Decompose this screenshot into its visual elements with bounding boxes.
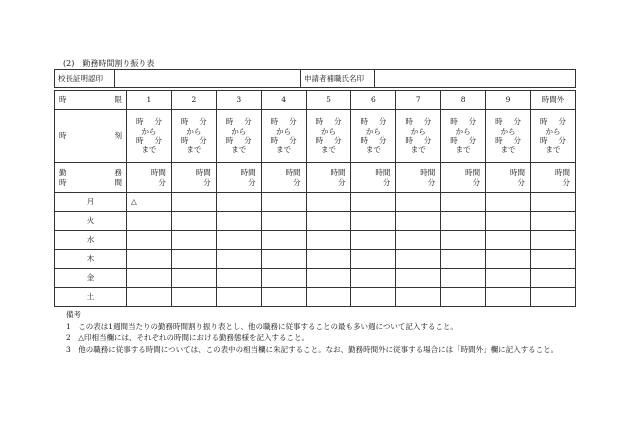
schedule-cell[interactable]: [306, 212, 351, 231]
applicant-name-field[interactable]: [375, 70, 576, 88]
schedule-cell[interactable]: [306, 269, 351, 288]
schedule-cell[interactable]: [396, 288, 441, 307]
time-cell[interactable]: 時 分 から 時 分 まで: [216, 110, 261, 163]
time-cell[interactable]: 時 分 から 時 分 まで: [441, 110, 486, 163]
schedule-cell[interactable]: [261, 193, 306, 212]
duty-time-cell[interactable]: 時間 分: [306, 163, 351, 193]
note-2: 2 △印相当欄には、それぞれの時間における勤務態様を記入すること。: [66, 333, 310, 343]
day-label: 土: [55, 288, 127, 307]
schedule-cell[interactable]: [396, 250, 441, 269]
day-label: 火: [55, 212, 127, 231]
schedule-cell[interactable]: [351, 212, 396, 231]
schedule-cell[interactable]: [171, 250, 216, 269]
note-1: 1 この表は1週間当たりの勤務時間割り振り表とし、他の職務に従事することの最も多い週について記入すること。: [66, 321, 458, 331]
schedule-cell[interactable]: [216, 231, 261, 250]
schedule-cell[interactable]: [171, 269, 216, 288]
day-label: 木: [55, 250, 127, 269]
schedule-cell[interactable]: [441, 212, 486, 231]
schedule-cell[interactable]: [127, 288, 172, 307]
day-label: 水: [55, 231, 127, 250]
schedule-cell[interactable]: [351, 231, 396, 250]
schedule-cell[interactable]: [261, 231, 306, 250]
duty-time-cell[interactable]: 時間 分: [396, 163, 441, 193]
notes: [54, 309, 574, 356]
schedule-cell[interactable]: [216, 288, 261, 307]
schedule-cell[interactable]: [486, 193, 531, 212]
principal-seal-field[interactable]: [115, 70, 301, 88]
period-7: 7: [396, 91, 441, 110]
schedule-cell[interactable]: [486, 250, 531, 269]
period-4: 4: [261, 91, 306, 110]
schedule-table: [54, 90, 576, 307]
schedule-cell[interactable]: [441, 269, 486, 288]
time-cell[interactable]: 時 分 から 時 分 まで: [486, 110, 531, 163]
period-header: 時 限: [55, 91, 127, 110]
schedule-cell[interactable]: [351, 193, 396, 212]
duty-header: 勤 務 時 間: [55, 163, 127, 193]
day-row: [55, 269, 576, 288]
schedule-cell[interactable]: [396, 231, 441, 250]
schedule-cell[interactable]: [396, 212, 441, 231]
schedule-cell[interactable]: [441, 288, 486, 307]
schedule-cell[interactable]: [531, 288, 576, 307]
period-6: 6: [351, 91, 396, 110]
day-row: [55, 193, 576, 212]
time-cell[interactable]: 時 分 から 時 分 まで: [171, 110, 216, 163]
notes-title: 備考: [66, 310, 81, 319]
schedule-cell[interactable]: [171, 231, 216, 250]
day-label: 金: [55, 269, 127, 288]
day-row: [55, 231, 576, 250]
period-row: [55, 91, 576, 110]
schedule-cell[interactable]: [441, 231, 486, 250]
time-header: 時 刻: [55, 110, 127, 163]
schedule-cell[interactable]: [441, 250, 486, 269]
schedule-cell[interactable]: [216, 193, 261, 212]
schedule-cell[interactable]: [306, 250, 351, 269]
schedule-cell[interactable]: [531, 269, 576, 288]
time-cell[interactable]: 時 分 から 時 分 まで: [531, 110, 576, 163]
schedule-cell[interactable]: [351, 269, 396, 288]
schedule-cell[interactable]: [261, 269, 306, 288]
schedule-cell[interactable]: [396, 193, 441, 212]
schedule-cell[interactable]: [396, 269, 441, 288]
duty-time-cell[interactable]: 時間 分: [351, 163, 396, 193]
duty-time-cell[interactable]: 時間 分: [531, 163, 576, 193]
schedule-cell[interactable]: [486, 212, 531, 231]
note-3: 3 他の職務に従事する時間については、この表中の相当欄に朱記すること。なお、勤務時間外に従事する場合には「時間外」欄に記入すること。: [66, 344, 559, 354]
time-row: [55, 110, 576, 163]
schedule-cell[interactable]: [306, 193, 351, 212]
time-cell[interactable]: 時 分 から 時 分 まで: [127, 110, 172, 163]
schedule-cell[interactable]: [261, 212, 306, 231]
duty-time-cell[interactable]: 時間 分: [127, 163, 172, 193]
schedule-cell[interactable]: △: [127, 193, 172, 212]
day-row: [55, 250, 576, 269]
duty-time-cell[interactable]: 時間 分: [216, 163, 261, 193]
duty-row: [55, 163, 576, 193]
duty-time-cell[interactable]: 時間 分: [171, 163, 216, 193]
schedule-cell[interactable]: [306, 231, 351, 250]
duty-time-cell[interactable]: 時間 分: [441, 163, 486, 193]
schedule-cell[interactable]: [127, 269, 172, 288]
schedule-cell[interactable]: [171, 212, 216, 231]
period-3: 3: [216, 91, 261, 110]
period-2: 2: [171, 91, 216, 110]
time-cell[interactable]: 時 分 から 時 分 まで: [261, 110, 306, 163]
schedule-cell[interactable]: [351, 250, 396, 269]
day-label: 月: [55, 193, 127, 212]
time-cell[interactable]: 時 分 から 時 分 まで: [396, 110, 441, 163]
period-overtime: 時間外: [531, 91, 576, 110]
schedule-cell[interactable]: [531, 231, 576, 250]
schedule-cell[interactable]: [531, 250, 576, 269]
page-heading: (2) 勤務時間割り振り表: [63, 59, 155, 68]
schedule-cell[interactable]: [261, 250, 306, 269]
duty-time-cell[interactable]: 時間 分: [261, 163, 306, 193]
schedule-cell[interactable]: [261, 288, 306, 307]
schedule-cell[interactable]: [441, 193, 486, 212]
time-cell[interactable]: 時 分 から 時 分 まで: [351, 110, 396, 163]
period-9: 9: [486, 91, 531, 110]
signature-table: [54, 69, 576, 88]
schedule-cell[interactable]: [171, 288, 216, 307]
schedule-cell[interactable]: [127, 250, 172, 269]
schedule-cell[interactable]: [127, 231, 172, 250]
duty-time-cell[interactable]: 時間 分: [486, 163, 531, 193]
period-8: 8: [441, 91, 486, 110]
period-1: 1: [127, 91, 172, 110]
schedule-cell[interactable]: [216, 250, 261, 269]
period-5: 5: [306, 91, 351, 110]
day-row: [55, 212, 576, 231]
principal-seal-label: 校長証明認印: [55, 70, 115, 88]
schedule-cell[interactable]: [216, 212, 261, 231]
schedule-cell[interactable]: [216, 269, 261, 288]
schedule-cell[interactable]: [351, 288, 396, 307]
schedule-cell[interactable]: [486, 231, 531, 250]
applicant-name-label: 申請者補職氏名印: [301, 70, 375, 88]
schedule-cell[interactable]: [171, 193, 216, 212]
schedule-cell[interactable]: [486, 288, 531, 307]
schedule-cell[interactable]: [486, 269, 531, 288]
day-row: [55, 288, 576, 307]
schedule-cell[interactable]: [531, 193, 576, 212]
schedule-cell[interactable]: [127, 212, 172, 231]
schedule-cell[interactable]: [306, 288, 351, 307]
time-cell[interactable]: 時 分 から 時 分 まで: [306, 110, 351, 163]
schedule-cell[interactable]: [531, 212, 576, 231]
